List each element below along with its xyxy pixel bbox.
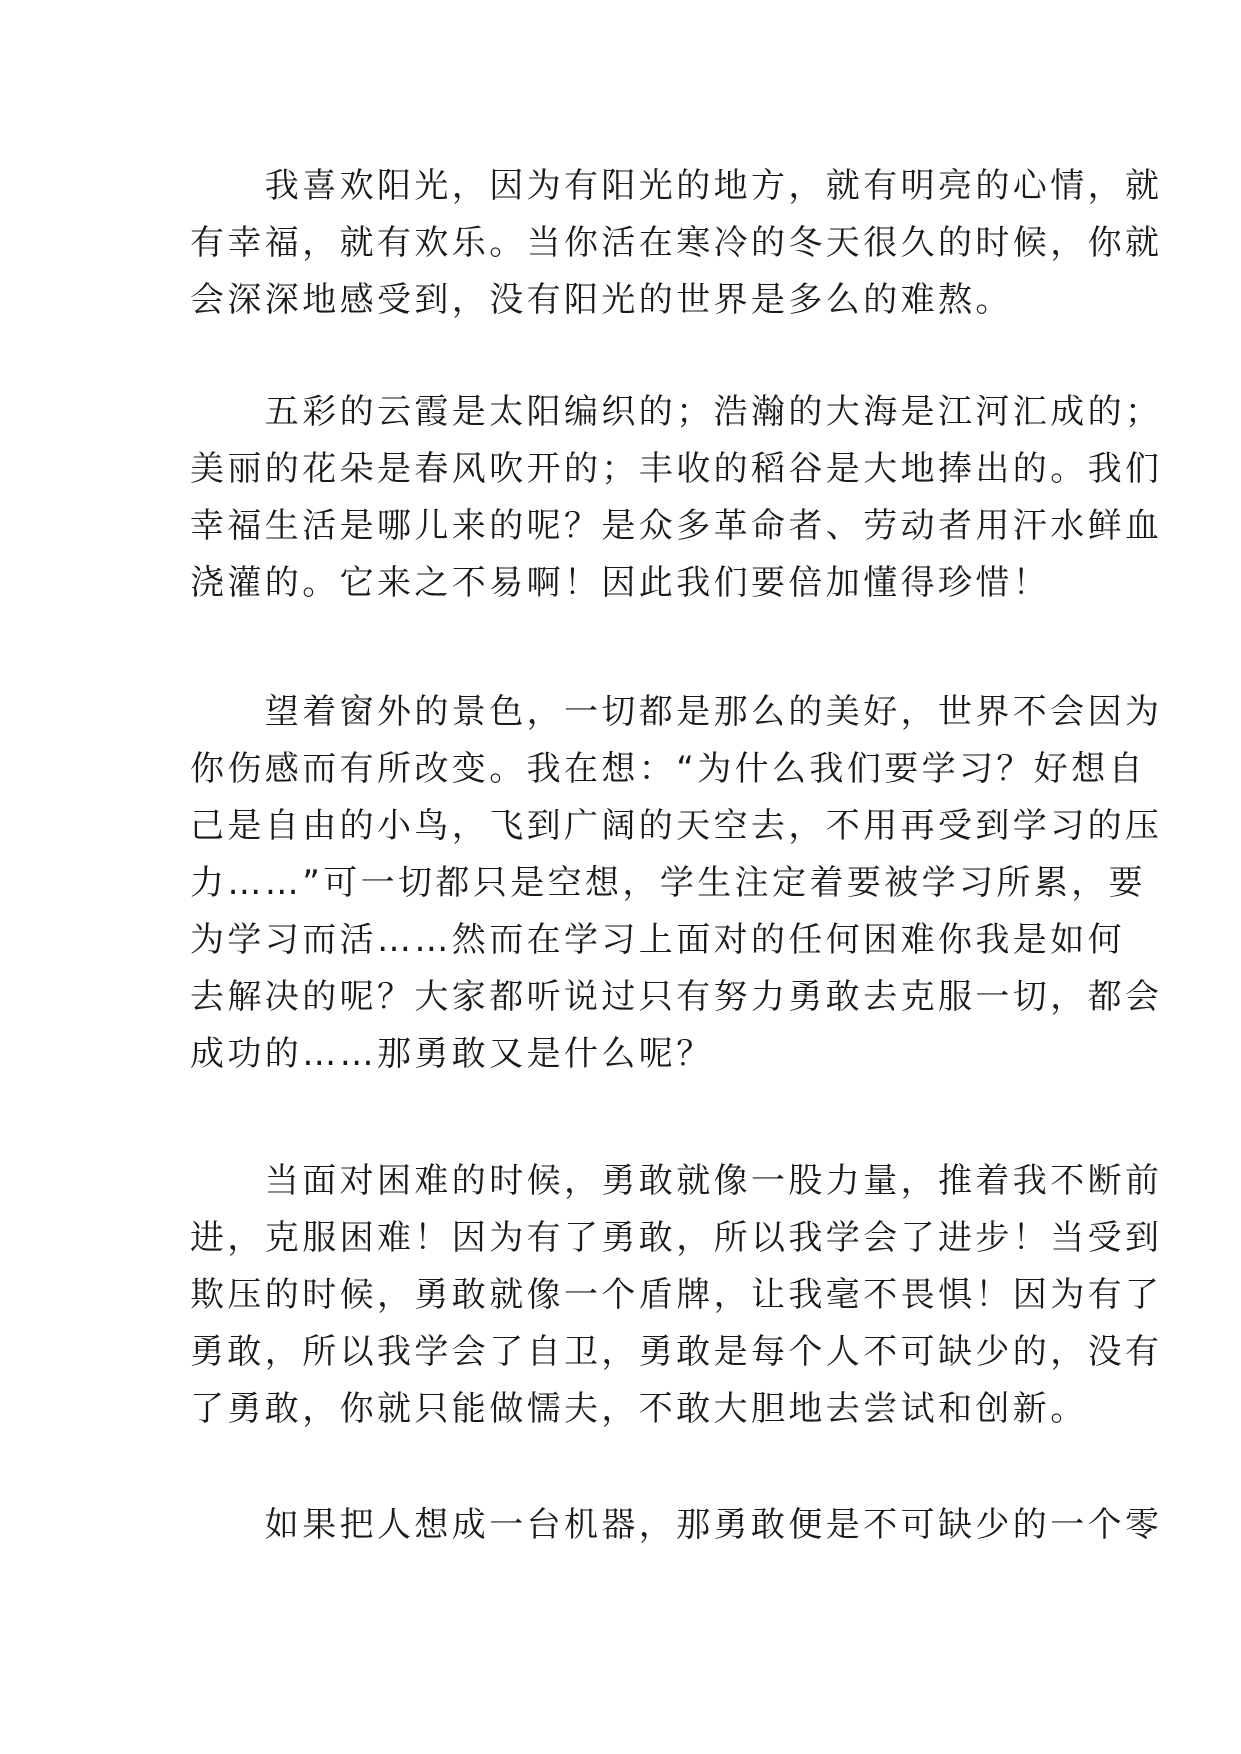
- paragraph-study: [190, 684, 1163, 1083]
- text-line: 为学习而活……然而在学习上面对的任何困难你我是如何: [190, 920, 1125, 960]
- paragraph-happiness: [190, 384, 1163, 612]
- text-line: 欺压的时候，勇敢就像一个盾牌，让我毫不畏惧！因为有了: [190, 1275, 1163, 1315]
- text-line: 美丽的花朵是春风吹开的；丰收的稻谷是大地捧出的。我们: [190, 449, 1163, 489]
- text-line: 当面对困难的时候，勇敢就像一股力量，推着我不断前: [190, 1161, 1163, 1201]
- text-line: 幸福生活是哪儿来的呢？是众多革命者、劳动者用汗水鲜血: [190, 506, 1163, 546]
- text-line: 你伤感而有所改变。我在想：“为什么我们要学习？好想自: [190, 749, 1147, 789]
- text-line: 成功的……那勇敢又是什么呢？: [190, 1034, 714, 1074]
- text-line: 有幸福，就有欢乐。当你活在寒冷的冬天很久的时候，你就: [190, 223, 1163, 263]
- text-line: 勇敢，所以我学会了自卫，勇敢是每个人不可缺少的，没有: [190, 1332, 1163, 1372]
- text-line: 望着窗外的景色，一切都是那么的美好，世界不会因为: [190, 692, 1163, 732]
- text-line: 力……”可一切都只是空想，学生注定着要被学习所累，要: [190, 863, 1147, 903]
- text-line: 我喜欢阳光，因为有阳光的地方，就有明亮的心情，就: [190, 166, 1163, 206]
- text-line: 五彩的云霞是太阳编织的；浩瀚的大海是江河汇成的；: [190, 392, 1163, 432]
- text-line: 会深深地感受到，没有阳光的世界是多么的难熬。: [190, 280, 1013, 320]
- text-line: 去解决的呢？大家都听说过只有努力勇敢去克服一切，都会: [190, 977, 1163, 1017]
- text-line: 了勇敢，你就只能做懦夫，不敢大胆地去尝试和创新。: [190, 1389, 1088, 1429]
- text-line: 浇灌的。它来之不易啊！因此我们要倍加懂得珍惜！: [190, 563, 1051, 603]
- text-line: 己是自由的小鸟，飞到广阔的天空去，不用再受到学习的压: [190, 806, 1163, 846]
- text-line: 如果把人想成一台机器，那勇敢便是不可缺少的一个零: [190, 1505, 1163, 1545]
- paragraph-sunshine: [190, 158, 1163, 329]
- paragraph-courage: [190, 1153, 1163, 1438]
- paragraph-machine: [190, 1497, 1163, 1554]
- text-line: 进，克服困难！因为有了勇敢，所以我学会了进步！当受到: [190, 1218, 1163, 1258]
